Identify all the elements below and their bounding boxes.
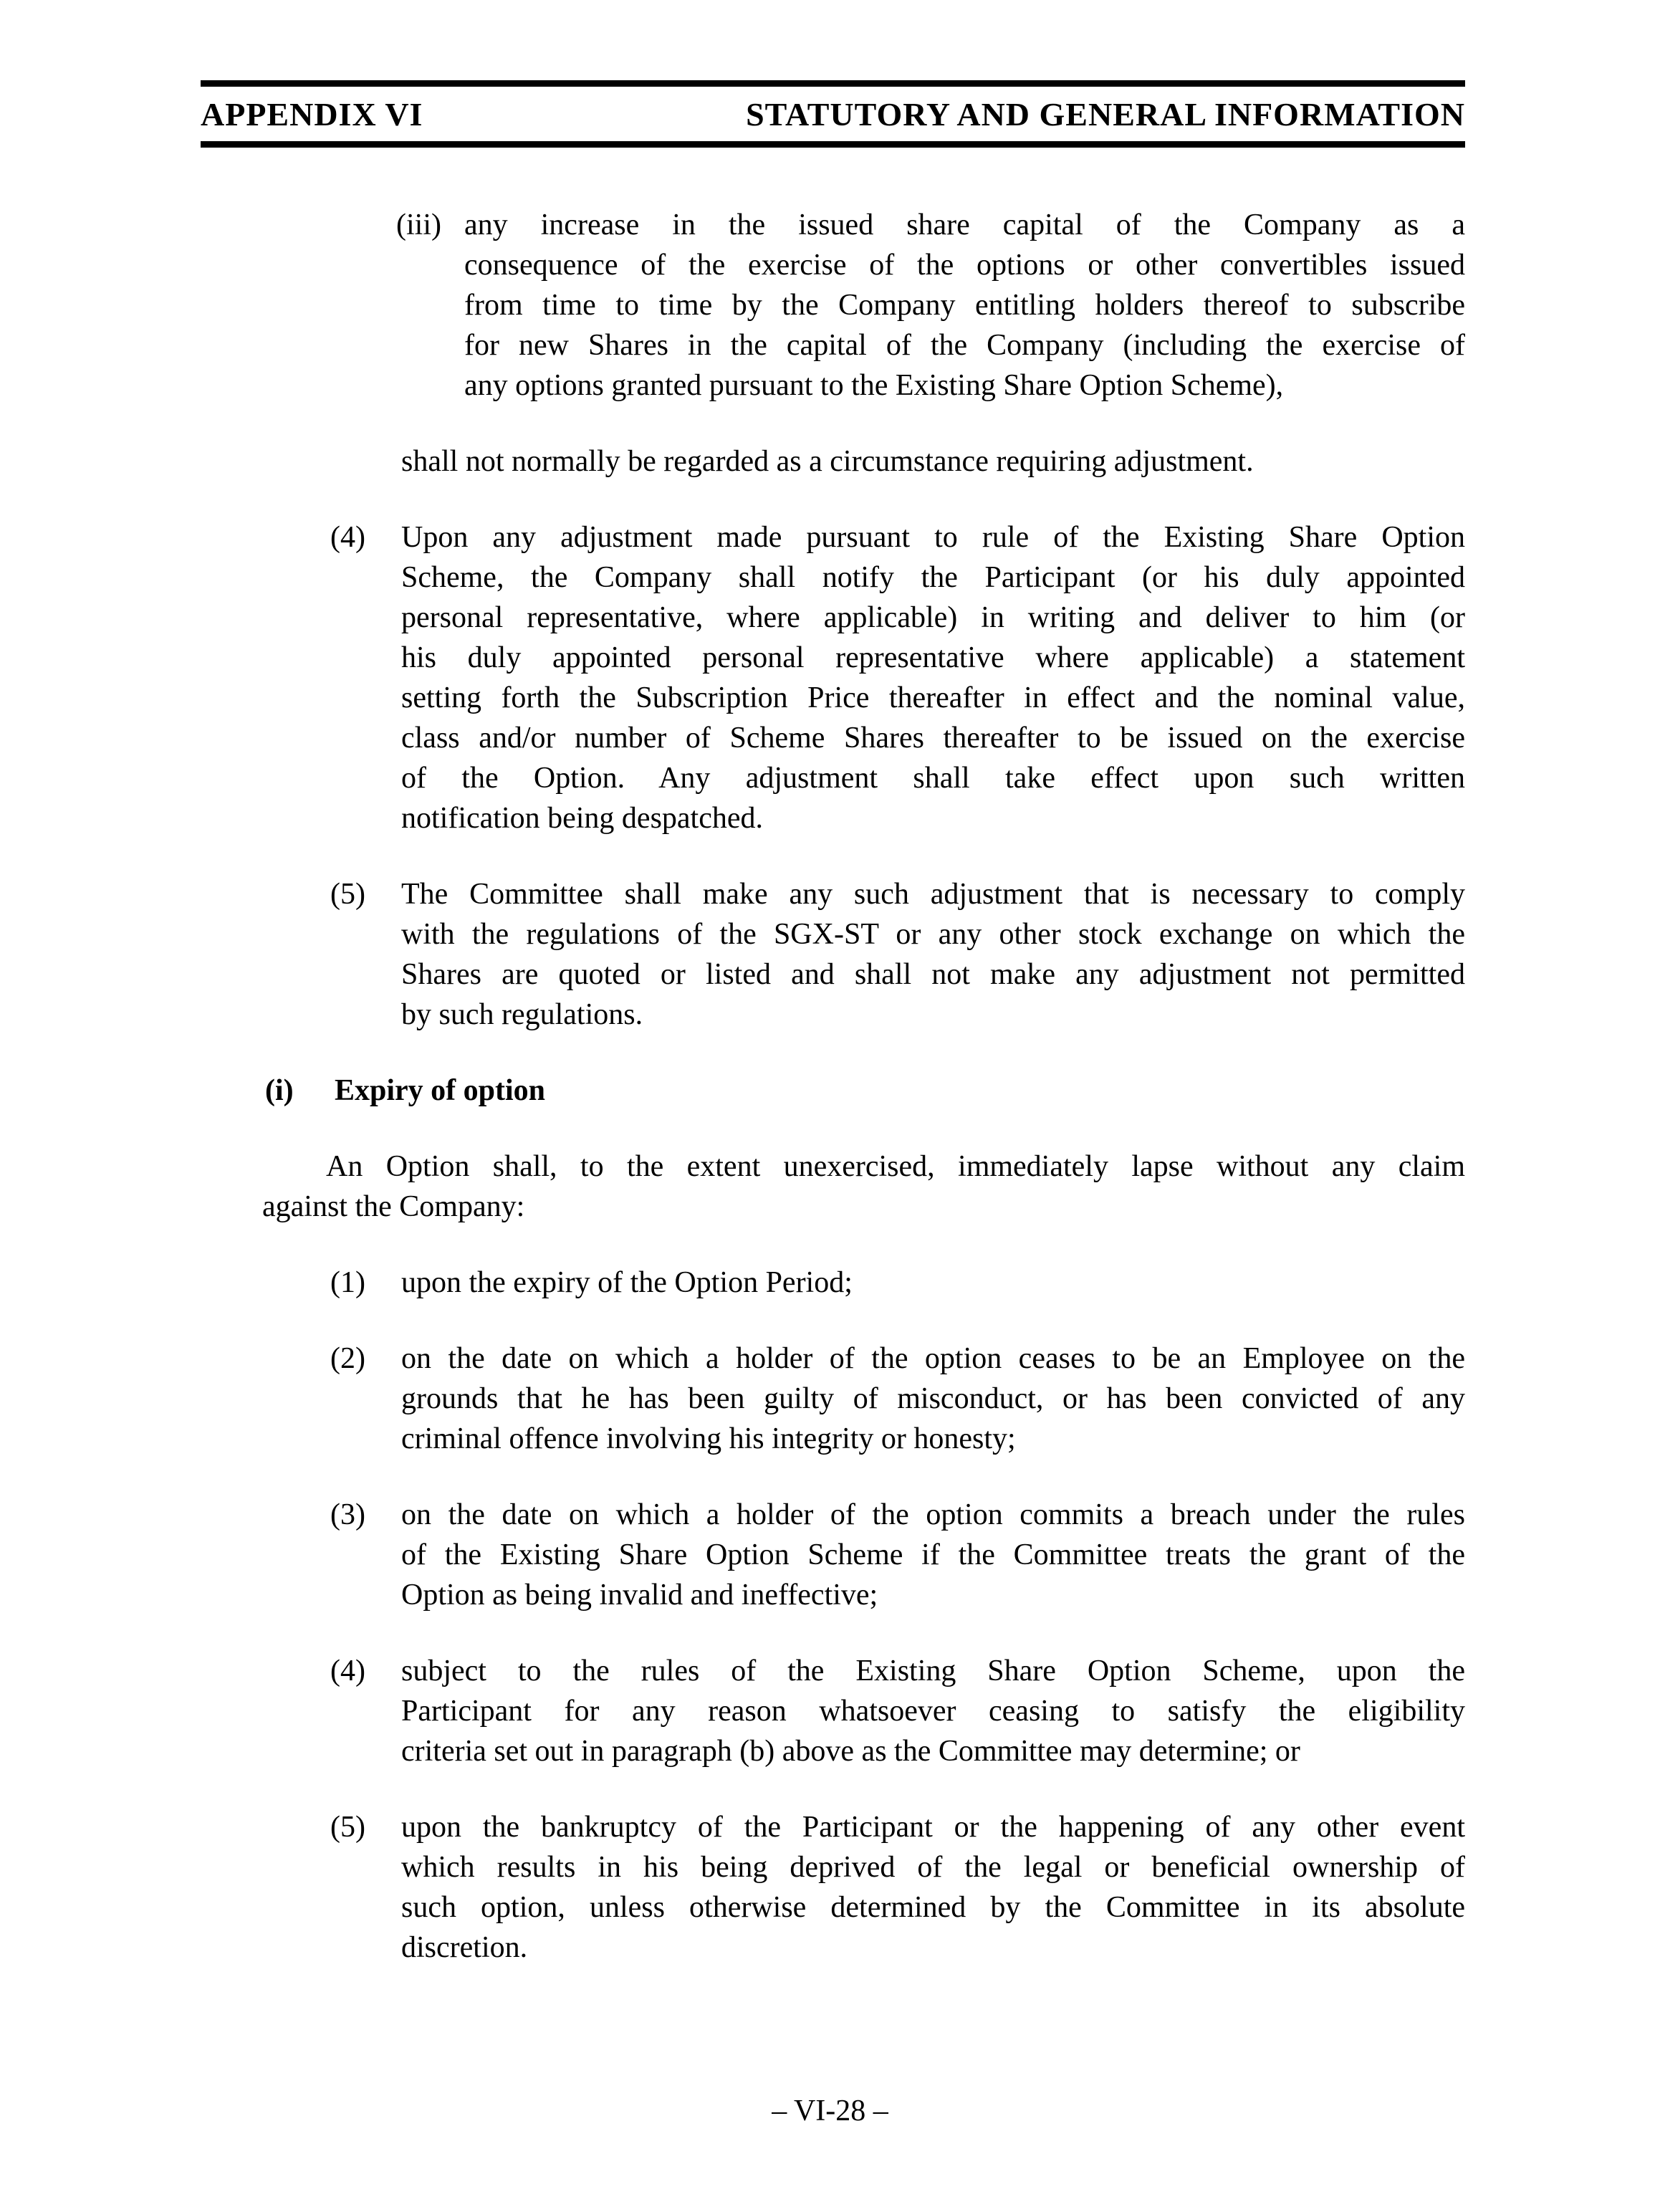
- clause-4: [201, 517, 1465, 838]
- page-header: [201, 87, 1465, 141]
- section-heading-marker: (i): [265, 1074, 294, 1107]
- text-line: consequence of the exercise of the options or other convertibles issued: [464, 249, 1465, 282]
- text-line: personal representative, where applicable) in writing and deliver to him (or: [401, 601, 1465, 634]
- page-number: – VI-28 –: [772, 2094, 888, 2127]
- text-line: Scheme, the Company shall notify the Participant (or his duly appointed: [401, 561, 1465, 594]
- header-rule-top: [201, 80, 1465, 87]
- text-line: of the Existing Share Option Scheme if the Committee treats the grant of the: [401, 1538, 1465, 1571]
- text-line: Participant for any reason whatsoever ceasing to satisfy the eligibility: [401, 1695, 1465, 1728]
- text-line: such option, unless otherwise determined by the Committee in its absolute: [401, 1891, 1465, 1924]
- text-line: Option as being invalid and ineffective;: [401, 1579, 878, 1612]
- lapse-item-2: [201, 1339, 1465, 1459]
- lapse-item-1: [201, 1263, 1465, 1303]
- text-line: setting forth the Subscription Price thereafter in effect and the nominal value,: [401, 681, 1465, 714]
- lapse-item-3-marker: (3): [330, 1498, 365, 1531]
- text-line: criteria set out in paragraph (b) above as the Committee may determine; or: [401, 1735, 1300, 1768]
- lapse-item-4-marker: (4): [330, 1655, 365, 1687]
- text-line: The Committee shall make any such adjustment that is necessary to comply: [401, 878, 1465, 911]
- text-line: discretion.: [401, 1931, 528, 1964]
- text-line: which results in his being deprived of the legal or beneficial ownership of: [401, 1851, 1465, 1884]
- text-line: Upon any adjustment made pursuant to rule of the Existing Share Option: [401, 521, 1465, 554]
- section-heading-expiry-of-option: [201, 1071, 1465, 1111]
- lapse-item-5: [201, 1807, 1465, 1968]
- text-line: from time to time by the Company entitling holders thereof to subscribe: [464, 289, 1465, 322]
- lapse-item-3: [201, 1495, 1465, 1615]
- header-appendix-label: APPENDIX VI: [201, 95, 423, 133]
- text-line: with the regulations of the SGX-ST or any other stock exchange on which the: [401, 918, 1465, 951]
- text-line: by such regulations.: [401, 998, 643, 1031]
- text-line: notification being despatched.: [401, 802, 764, 835]
- text-line: any options granted pursuant to the Existing Share Option Scheme),: [464, 369, 1284, 402]
- clause-5: [201, 874, 1465, 1035]
- clause-5-marker: (5): [330, 878, 365, 911]
- text-line: An Option shall, to the extent unexercised, immediately lapse without any claim: [326, 1150, 1465, 1183]
- text-line: class and/or number of Scheme Shares thereafter to be issued on the exercise: [401, 722, 1465, 755]
- text-line: for new Shares in the capital of the Company (including the exercise of: [464, 329, 1465, 362]
- text-line: subject to the rules of the Existing Share Option Scheme, upon the: [401, 1655, 1465, 1687]
- clause-iii: [201, 205, 1465, 406]
- text-line: against the Company:: [262, 1190, 525, 1223]
- text-line: Shares are quoted or listed and shall not make any adjustment not permitted: [401, 958, 1465, 991]
- text-line: grounds that he has been guilty of misconduct, or has been convicted of any: [401, 1382, 1465, 1415]
- text-line: any increase in the issued share capital of the Company as a: [464, 209, 1465, 241]
- text-line: on the date on which a holder of the option ceases to be an Employee on the: [401, 1342, 1465, 1375]
- intro-paragraph: [201, 1146, 1465, 1227]
- text-line: on the date on which a holder of the option commits a breach under the rules: [401, 1498, 1465, 1531]
- lapse-item-2-marker: (2): [330, 1342, 365, 1375]
- text-line: shall not normally be regarded as a circumstance requiring adjustment.: [401, 445, 1254, 478]
- text-line: upon the bankruptcy of the Participant or the happening of any other event: [401, 1811, 1465, 1844]
- header-section-title: STATUTORY AND GENERAL INFORMATION: [746, 95, 1465, 133]
- text-line: criminal offence involving his integrity or honesty;: [401, 1422, 1016, 1455]
- section-heading-text: Expiry of option: [335, 1074, 546, 1107]
- clause-iii-marker: (iii): [396, 209, 441, 241]
- lapse-item-1-marker: (1): [330, 1266, 365, 1299]
- page-footer: [0, 2094, 1660, 2128]
- clause-4-marker: (4): [330, 521, 365, 554]
- text-line: of the Option. Any adjustment shall take effect upon such written: [401, 762, 1465, 795]
- lapse-item-4: [201, 1651, 1465, 1771]
- text-line: upon the expiry of the Option Period;: [401, 1266, 853, 1299]
- header-rule-bottom: [201, 141, 1465, 148]
- lapse-item-5-marker: (5): [330, 1811, 365, 1844]
- document-body: [201, 205, 1465, 2003]
- text-line: his duly appointed personal representative where applicable) a statement: [401, 641, 1465, 674]
- clause-iii-continuation: [201, 441, 1465, 482]
